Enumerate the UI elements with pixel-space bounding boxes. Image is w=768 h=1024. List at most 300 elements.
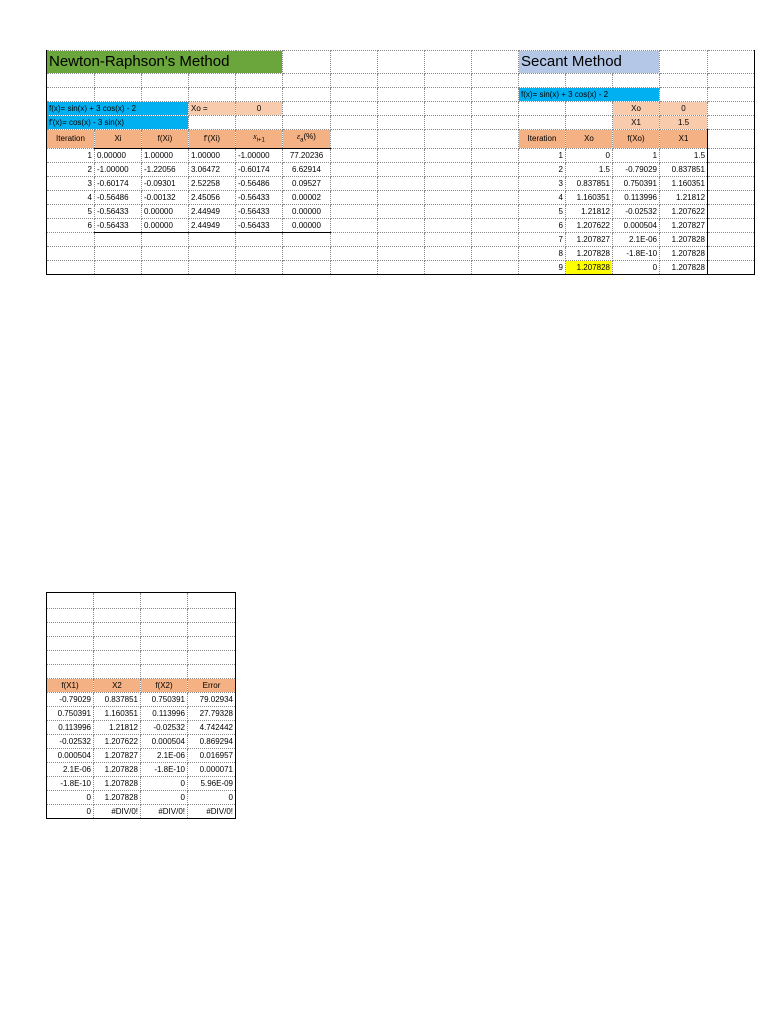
empty-cell (47, 593, 94, 609)
newton-header-xnext (236, 130, 283, 149)
empty-cell (708, 232, 755, 246)
empty-cell (189, 74, 236, 88)
table-cell: 5 (47, 204, 95, 218)
params-row-1 (47, 102, 755, 116)
empty-cell (331, 130, 378, 149)
empty-row (47, 623, 236, 637)
empty-cell (331, 190, 378, 204)
table-cell: 6.62914 (283, 162, 331, 176)
table-cell: 1 (613, 148, 660, 162)
empty-cell (47, 260, 95, 274)
empty-cell (708, 102, 755, 116)
table-row (47, 176, 755, 190)
newton-header-x-subscript: i+1 (256, 137, 265, 144)
newton-header-xi: Xi (95, 130, 142, 149)
empty-cell (47, 637, 94, 651)
table-row (47, 791, 236, 805)
empty-cell (425, 218, 472, 232)
table-cell: 1.160351 (94, 707, 141, 721)
empty-cell (331, 148, 378, 162)
empty-cell (425, 260, 472, 274)
table-cell: 0.00002 (283, 190, 331, 204)
table-cell: -1.00000 (236, 148, 283, 162)
table-cell: -0.60174 (236, 162, 283, 176)
table-cell: 7 (519, 232, 566, 246)
table-cell: -1.8E-10 (613, 246, 660, 260)
table-cell: 2.1E-06 (613, 232, 660, 246)
empty-cell (331, 232, 378, 246)
table-cell: 1.207827 (660, 218, 708, 232)
empty-cell (283, 260, 331, 274)
table-cell: 0 (47, 791, 94, 805)
empty-cell (425, 130, 472, 149)
empty-cell (47, 609, 94, 623)
empty-cell (331, 218, 378, 232)
empty-cell (519, 102, 566, 116)
empty-cell (188, 637, 236, 651)
empty-cell (378, 260, 425, 274)
table-cell: 1 (47, 148, 95, 162)
empty-cell (189, 232, 236, 246)
empty-cell (188, 609, 236, 623)
table-cell: 0.837851 (660, 162, 708, 176)
header-fx2: f(X2) (141, 679, 188, 693)
table-cell: #DIV/0! (141, 805, 188, 819)
table-cell: 1.207828 (566, 246, 613, 260)
converged-root-cell: 1.207828 (566, 260, 613, 274)
function-row (47, 88, 755, 102)
table-cell: 0.113996 (141, 707, 188, 721)
empty-cell (142, 232, 189, 246)
newton-title: Newton-Raphson's Method (47, 51, 283, 74)
secant-header-fxo: f(Xo) (613, 130, 660, 149)
table-cell: 2.1E-06 (141, 749, 188, 763)
empty-cell (708, 116, 755, 130)
table-cell: 0.00000 (142, 218, 189, 232)
empty-cell (708, 176, 755, 190)
empty-cell (378, 232, 425, 246)
empty-cell (236, 116, 283, 130)
empty-cell (708, 218, 755, 232)
empty-row (47, 637, 236, 651)
empty-cell (613, 74, 660, 88)
table-cell: -1.8E-10 (47, 777, 94, 791)
table-row (47, 749, 236, 763)
empty-cell (708, 190, 755, 204)
empty-cell (425, 204, 472, 218)
table-row (47, 805, 236, 819)
newton-x0-value: 0 (236, 102, 283, 116)
empty-cell (378, 176, 425, 190)
empty-cell (142, 246, 189, 260)
empty-cell (283, 232, 331, 246)
table-row (47, 763, 236, 777)
empty-cell (519, 116, 566, 130)
table-cell: 1.00000 (142, 148, 189, 162)
empty-cell (425, 148, 472, 162)
empty-cell (188, 665, 236, 679)
empty-cell (378, 204, 425, 218)
table-row (47, 204, 755, 218)
table-cell: 0 (141, 791, 188, 805)
empty-cell (236, 260, 283, 274)
empty-row (47, 609, 236, 623)
empty-cell (331, 74, 378, 88)
empty-cell (378, 162, 425, 176)
continuation-grid (46, 592, 236, 819)
empty-cell (236, 74, 283, 88)
table-cell: 1.207827 (94, 749, 141, 763)
table-row (47, 162, 755, 176)
empty-cell (331, 51, 378, 74)
empty-cell (472, 190, 519, 204)
empty-cell (141, 637, 188, 651)
table-cell: 1.5 (566, 162, 613, 176)
table-cell: -0.56433 (236, 204, 283, 218)
table-row (47, 777, 236, 791)
empty-cell (331, 116, 378, 130)
empty-cell (472, 88, 519, 102)
table-cell: 0 (47, 805, 94, 819)
empty-cell (660, 88, 708, 102)
empty-row (47, 74, 755, 88)
empty-cell (94, 623, 141, 637)
newton-header-fpxi: f'(Xi) (189, 130, 236, 149)
newton-header-error (283, 130, 331, 149)
empty-cell (378, 102, 425, 116)
table-cell: 0.000504 (141, 735, 188, 749)
empty-cell (378, 130, 425, 149)
empty-cell (283, 246, 331, 260)
empty-cell (236, 246, 283, 260)
empty-cell (142, 260, 189, 274)
table-cell: -0.02532 (141, 721, 188, 735)
empty-cell (425, 88, 472, 102)
newton-header-fxi: f(Xi) (142, 130, 189, 149)
empty-cell (378, 88, 425, 102)
table-cell: 9 (519, 260, 566, 274)
table-row (47, 693, 236, 707)
empty-cell (472, 232, 519, 246)
top-sheet-grid (46, 50, 755, 275)
empty-cell (189, 260, 236, 274)
empty-cell (189, 246, 236, 260)
empty-cell (708, 260, 755, 274)
table-cell: 2.1E-06 (47, 763, 94, 777)
table-cell: 0 (188, 791, 236, 805)
table-cell: -0.56486 (95, 190, 142, 204)
empty-cell (331, 260, 378, 274)
table-cell: -1.00000 (95, 162, 142, 176)
table-cell: 1.21812 (94, 721, 141, 735)
empty-row (47, 665, 236, 679)
empty-cell (47, 232, 95, 246)
empty-cell (331, 102, 378, 116)
newton-header-epsilon: ε (297, 132, 301, 141)
table-cell: -0.56433 (95, 204, 142, 218)
empty-cell (142, 88, 189, 102)
table-cell: 0.00000 (142, 204, 189, 218)
newton-fpx: f'(x)= cos(x) - 3 sin(x) (47, 116, 189, 130)
empty-cell (94, 609, 141, 623)
empty-cell (331, 246, 378, 260)
table-cell: 0.00000 (283, 204, 331, 218)
empty-cell (566, 116, 613, 130)
table-cell: 1.207622 (94, 735, 141, 749)
table-cell: 1.207828 (660, 246, 708, 260)
empty-cell (47, 74, 95, 88)
empty-cell (95, 88, 142, 102)
empty-cell (378, 116, 425, 130)
empty-cell (708, 130, 755, 149)
empty-cell (47, 651, 94, 665)
empty-cell (283, 116, 331, 130)
table-cell: -0.02532 (613, 204, 660, 218)
empty-cell (425, 176, 472, 190)
header-x2: X2 (94, 679, 141, 693)
empty-cell (425, 232, 472, 246)
table-cell: -1.8E-10 (141, 763, 188, 777)
empty-cell (472, 116, 519, 130)
table-cell: 2.52258 (189, 176, 236, 190)
empty-cell (472, 246, 519, 260)
empty-cell (189, 116, 236, 130)
table-row (47, 190, 755, 204)
empty-cell (47, 88, 95, 102)
table-cell: 1.207622 (660, 204, 708, 218)
empty-cell (47, 623, 94, 637)
table-row (47, 707, 236, 721)
table-cell: 8 (519, 246, 566, 260)
table-cell: 1.160351 (566, 190, 613, 204)
table-cell: 0.750391 (47, 707, 94, 721)
empty-cell (519, 74, 566, 88)
empty-cell (378, 190, 425, 204)
table-cell: -0.09301 (142, 176, 189, 190)
table-cell: 1.5 (660, 148, 708, 162)
empty-cell (472, 176, 519, 190)
table-cell: 0 (141, 777, 188, 791)
table-cell: 0.837851 (94, 693, 141, 707)
empty-cell (472, 162, 519, 176)
table-cell: 2.44949 (189, 218, 236, 232)
empty-row (47, 651, 236, 665)
empty-cell (425, 102, 472, 116)
table-cell: 1.207828 (94, 763, 141, 777)
header-row (47, 679, 236, 693)
empty-cell (472, 148, 519, 162)
table-cell: 1.207828 (660, 260, 708, 274)
empty-cell (141, 593, 188, 609)
empty-cell (95, 246, 142, 260)
empty-cell (660, 74, 708, 88)
empty-cell (425, 190, 472, 204)
empty-cell (708, 51, 755, 74)
empty-cell (566, 102, 613, 116)
table-cell: 5.96E-09 (188, 777, 236, 791)
empty-cell (188, 651, 236, 665)
table-cell: -0.00132 (142, 190, 189, 204)
table-cell: -0.56433 (236, 218, 283, 232)
empty-cell (94, 593, 141, 609)
empty-cell (472, 260, 519, 274)
table-cell: 1.00000 (189, 148, 236, 162)
secant-fx: f(x)= sin(x) + 3 cos(x) - 2 (519, 88, 660, 102)
table-cell: 1.207827 (566, 232, 613, 246)
empty-cell (283, 74, 331, 88)
table-cell: -0.79029 (613, 162, 660, 176)
table-row (47, 735, 236, 749)
table-cell: 0.869294 (188, 735, 236, 749)
table-row (47, 260, 755, 274)
table-cell: 1.207622 (566, 218, 613, 232)
table-row (47, 148, 755, 162)
empty-cell (425, 74, 472, 88)
empty-cell (141, 665, 188, 679)
empty-cell (425, 246, 472, 260)
table-cell: 2 (47, 162, 95, 176)
empty-cell (425, 162, 472, 176)
table-cell: 77.20236 (283, 148, 331, 162)
empty-cell (95, 74, 142, 88)
empty-cell (708, 246, 755, 260)
empty-cell (660, 51, 708, 74)
table-cell: #DIV/0! (94, 805, 141, 819)
table-cell: 0 (566, 148, 613, 162)
table-cell: 6 (519, 218, 566, 232)
empty-cell (283, 88, 331, 102)
empty-cell (472, 102, 519, 116)
table-cell: -1.22056 (142, 162, 189, 176)
table-cell: 1.207828 (660, 232, 708, 246)
empty-cell (378, 51, 425, 74)
table-cell: 0.000504 (613, 218, 660, 232)
secant-title: Secant Method (519, 51, 660, 74)
empty-cell (708, 148, 755, 162)
empty-cell (47, 246, 95, 260)
empty-cell (95, 260, 142, 274)
table-cell: 4.742442 (188, 721, 236, 735)
empty-cell (378, 148, 425, 162)
empty-cell (708, 162, 755, 176)
empty-cell (472, 204, 519, 218)
newton-header-percent: (%) (303, 132, 316, 141)
header-fx1: f(X1) (47, 679, 94, 693)
empty-cell (142, 74, 189, 88)
empty-cell (141, 609, 188, 623)
empty-row (47, 593, 236, 609)
table-cell: -0.02532 (47, 735, 94, 749)
table-cell: 4 (519, 190, 566, 204)
empty-cell (283, 102, 331, 116)
newton-x0-label: Xo = (189, 102, 236, 116)
empty-cell (708, 88, 755, 102)
secant-x1-label: X1 (613, 116, 660, 130)
secant-x0-value: 0 (660, 102, 708, 116)
secant-header-x1: X1 (660, 130, 708, 149)
table-cell: 3 (519, 176, 566, 190)
secant-header-xo: Xo (566, 130, 613, 149)
table-cell: 1.207828 (94, 791, 141, 805)
table-row (47, 218, 755, 232)
table-cell: 1.21812 (660, 190, 708, 204)
table-cell: -0.79029 (47, 693, 94, 707)
table-cell: 0.750391 (141, 693, 188, 707)
table-cell: 0.000071 (188, 763, 236, 777)
empty-cell (188, 593, 236, 609)
table-cell: 27.79328 (188, 707, 236, 721)
table-cell: #DIV/0! (188, 805, 236, 819)
empty-cell (188, 623, 236, 637)
empty-cell (94, 651, 141, 665)
table-cell: 0 (613, 260, 660, 274)
table-cell: 3 (47, 176, 95, 190)
table-cell: 0.09527 (283, 176, 331, 190)
empty-cell (331, 162, 378, 176)
table-cell: -0.56486 (236, 176, 283, 190)
table-cell: 0.00000 (283, 218, 331, 232)
table-cell: 2.44949 (189, 204, 236, 218)
header-row (47, 130, 755, 149)
table-cell: -0.60174 (95, 176, 142, 190)
table-cell: 1.207828 (94, 777, 141, 791)
table-row (47, 246, 755, 260)
secant-header-iteration: Iteration (519, 130, 566, 149)
empty-cell (141, 623, 188, 637)
table-cell: 0.113996 (47, 721, 94, 735)
table-cell: 6 (47, 218, 95, 232)
table-cell: 2.45056 (189, 190, 236, 204)
table-cell: 0.00000 (95, 148, 142, 162)
empty-cell (94, 637, 141, 651)
table-row (47, 232, 755, 246)
newton-fx: f(x)= sin(x) + 3 cos(x) - 2 (47, 102, 189, 116)
empty-cell (708, 74, 755, 88)
empty-cell (141, 651, 188, 665)
table-cell: 79.02934 (188, 693, 236, 707)
empty-cell (189, 88, 236, 102)
secant-x0-label: Xo (613, 102, 660, 116)
table-cell: -0.56433 (236, 190, 283, 204)
empty-cell (94, 665, 141, 679)
table-cell: 1.21812 (566, 204, 613, 218)
table-cell: 0.016957 (188, 749, 236, 763)
table-cell: -0.56433 (95, 218, 142, 232)
secant-x1-value: 1.5 (660, 116, 708, 130)
table-cell: 2 (519, 162, 566, 176)
empty-cell (472, 130, 519, 149)
empty-cell (472, 218, 519, 232)
params-row-2 (47, 116, 755, 130)
table-cell: 4 (47, 190, 95, 204)
empty-cell (566, 74, 613, 88)
table-cell: 0.000504 (47, 749, 94, 763)
empty-cell (378, 218, 425, 232)
table-cell: 0.113996 (613, 190, 660, 204)
empty-cell (47, 665, 94, 679)
table-cell: 1.160351 (660, 176, 708, 190)
header-error: Error (188, 679, 236, 693)
empty-cell (236, 88, 283, 102)
table-cell: 1 (519, 148, 566, 162)
empty-cell (425, 116, 472, 130)
table-cell: 0.837851 (566, 176, 613, 190)
empty-cell (95, 232, 142, 246)
table-cell: 0.750391 (613, 176, 660, 190)
empty-cell (708, 204, 755, 218)
title-row (47, 51, 755, 74)
table-cell: 3.06472 (189, 162, 236, 176)
